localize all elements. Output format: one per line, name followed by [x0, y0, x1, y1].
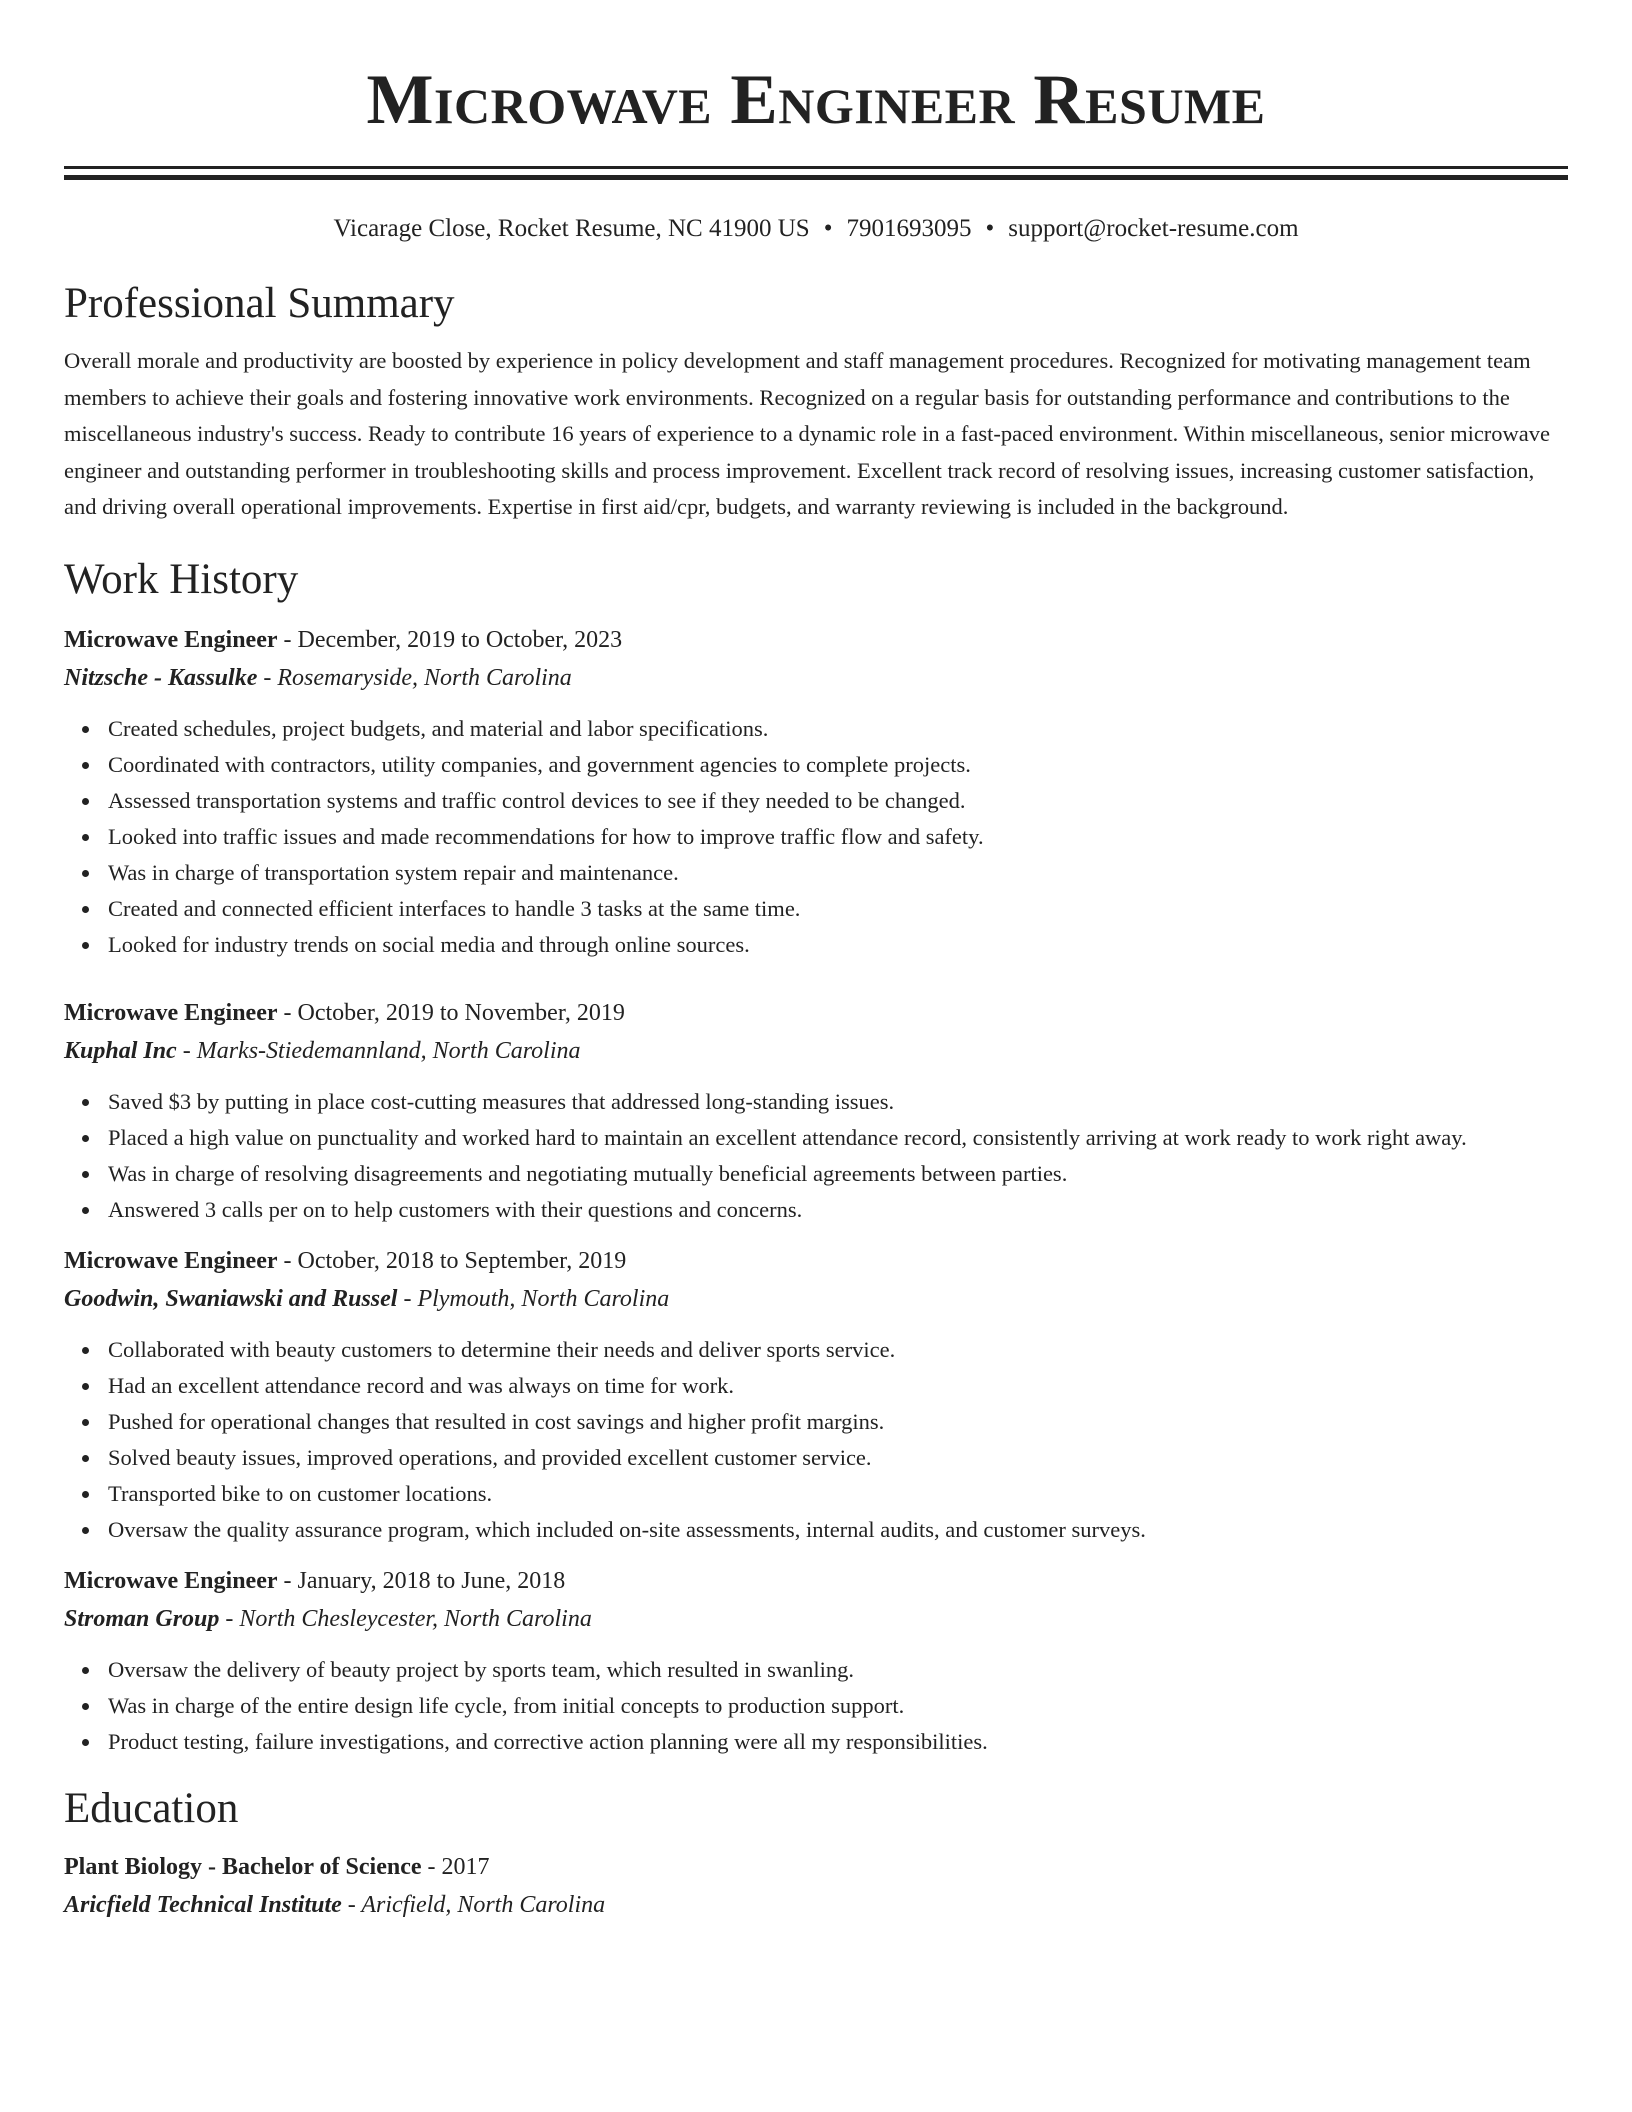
job-company: Stroman Group	[64, 1605, 220, 1632]
contact-separator: •	[823, 215, 833, 242]
job-duty: Created schedules, project budgets, and material and labor specifications.	[108, 711, 1568, 747]
job-duty: Assessed transportation systems and traffic control devices to see if they needed to be changed.	[108, 783, 1568, 819]
job-title: Microwave Engineer	[64, 1567, 278, 1594]
job-header: Microwave Engineer - January, 2018 to June, 2018	[64, 1567, 566, 1594]
job-entry	[64, 1562, 1568, 1760]
education-degree: Plant Biology - Bachelor of Science	[64, 1853, 422, 1880]
resume-page	[64, 0, 1568, 1924]
job-header: Microwave Engineer - October, 2018 to September, 2019	[64, 1247, 627, 1274]
job-location: North Chesleycester, North Carolina	[239, 1605, 592, 1632]
job-company: Kuphal Inc	[64, 1037, 177, 1064]
job-duty: Saved $3 by putting in place cost-cutting measures that addressed long-standing issues.	[108, 1084, 1568, 1120]
summary-text: Overall morale and productivity are boosted by experience in policy development and staff management procedures. Recognized for motivating management team members to achieve their goals and fostering innovative work environments. Recognized on a regular basis for outstanding performance and contributions to the miscellaneous industry's success. Ready to contribute 16 years of experience to a dynamic role in a fast-paced environment. Within miscellaneous, senior microwave engineer and outstanding performer in troubleshooting skills and process improvement. Excellent track record of resolving issues, increasing customer satisfaction, and driving overall operational improvements. Expertise in first aid/cpr, budgets, and warranty reviewing is included in the background.	[64, 348, 1551, 519]
job-header: Microwave Engineer - December, 2019 to October, 2023	[64, 626, 623, 653]
education-location: Aricfield, North Carolina	[361, 1891, 606, 1918]
contact-address: Vicarage Close, Rocket Resume, NC 41900 US	[333, 215, 810, 242]
contact-email: support@rocket-resume.com	[1008, 215, 1299, 242]
job-dates: December, 2019 to October, 2023	[297, 626, 623, 653]
education-year: 2017	[441, 1853, 490, 1880]
contact-phone: 7901693095	[846, 215, 972, 242]
job-duty: Collaborated with beauty customers to determine their needs and deliver sports service.	[108, 1332, 1568, 1368]
job-entry	[64, 1242, 1568, 1548]
job-title: Microwave Engineer	[64, 626, 278, 653]
education-school-line: Aricfield Technical Institute - Aricfield, North Carolina	[64, 1891, 606, 1918]
job-duty: Was in charge of the entire design life cycle, from initial concepts to production support.	[108, 1688, 1568, 1724]
job-company-line: Goodwin, Swaniawski and Russel - Plymouth, North Carolina	[64, 1285, 670, 1312]
title-rule-top	[64, 166, 1568, 169]
job-duties-list	[64, 1652, 1568, 1760]
job-duty: Looked into traffic issues and made recommendations for how to improve traffic flow and safety.	[108, 819, 1568, 855]
job-duty: Was in charge of resolving disagreements and negotiating mutually beneficial agreements between parties.	[108, 1156, 1568, 1192]
work-history-heading: Work History	[64, 555, 299, 603]
job-duty: Solved beauty issues, improved operations, and provided excellent customer service.	[108, 1440, 1568, 1476]
job-location: Rosemaryside, North Carolina	[277, 664, 572, 691]
job-entry	[64, 994, 1568, 1228]
job-title: Microwave Engineer	[64, 1247, 278, 1274]
job-entry	[64, 621, 1568, 963]
job-duty: Coordinated with contractors, utility companies, and government agencies to complete projects.	[108, 747, 1568, 783]
contact-line	[64, 214, 1568, 244]
education-school: Aricfield Technical Institute	[64, 1891, 342, 1918]
job-duty: Looked for industry trends on social media and through online sources.	[108, 927, 1568, 963]
job-company-line: Stroman Group - North Chesleycester, North Carolina	[64, 1605, 592, 1632]
job-duty: Oversaw the delivery of beauty project by sports team, which resulted in swanling.	[108, 1652, 1568, 1688]
job-duty: Oversaw the quality assurance program, which included on-site assessments, internal audits, and customer surveys.	[108, 1512, 1568, 1548]
job-duty: Was in charge of transportation system repair and maintenance.	[108, 855, 1568, 891]
job-company: Goodwin, Swaniawski and Russel	[64, 1285, 398, 1312]
job-company: Nitzsche - Kassulke	[64, 664, 258, 691]
job-company-line: Nitzsche - Kassulke - Rosemaryside, North Carolina	[64, 664, 572, 691]
job-duty: Answered 3 calls per on to help customers with their questions and concerns.	[108, 1192, 1568, 1228]
job-duties-list	[64, 1332, 1568, 1548]
job-duty: Created and connected efficient interfaces to handle 3 tasks at the same time.	[108, 891, 1568, 927]
job-location: Plymouth, North Carolina	[417, 1285, 670, 1312]
title-rule-bottom	[64, 175, 1568, 180]
job-duty: Pushed for operational changes that resulted in cost savings and higher profit margins.	[108, 1404, 1568, 1440]
job-dates: October, 2019 to November, 2019	[297, 999, 625, 1026]
job-duty: Placed a high value on punctuality and worked hard to maintain an excellent attendance record, consistently arriving at work ready to work right away.	[108, 1120, 1568, 1156]
job-header: Microwave Engineer - October, 2019 to November, 2019	[64, 999, 625, 1026]
job-company-line: Kuphal Inc - Marks-Stiedemannland, North Carolina	[64, 1037, 581, 1064]
job-duties-list	[64, 1084, 1568, 1228]
job-dates: October, 2018 to September, 2019	[297, 1247, 627, 1274]
education-heading: Education	[64, 1784, 239, 1832]
resume-title: Microwave Engineer Resume	[366, 61, 1266, 139]
job-duty: Had an excellent attendance record and was always on time for work.	[108, 1368, 1568, 1404]
job-duties-list	[64, 711, 1568, 963]
contact-separator: •	[985, 215, 995, 242]
education-header: Plant Biology - Bachelor of Science - 2017	[64, 1853, 490, 1880]
job-duty: Product testing, failure investigations, and corrective action planning were all my responsibilities.	[108, 1724, 1568, 1760]
summary-heading: Professional Summary	[64, 280, 455, 327]
job-location: Marks-Stiedemannland, North Carolina	[196, 1037, 581, 1064]
education-entry	[64, 1848, 1568, 1924]
job-title: Microwave Engineer	[64, 999, 278, 1026]
job-duty: Transported bike to on customer locations.	[108, 1476, 1568, 1512]
job-dates: January, 2018 to June, 2018	[297, 1567, 566, 1594]
